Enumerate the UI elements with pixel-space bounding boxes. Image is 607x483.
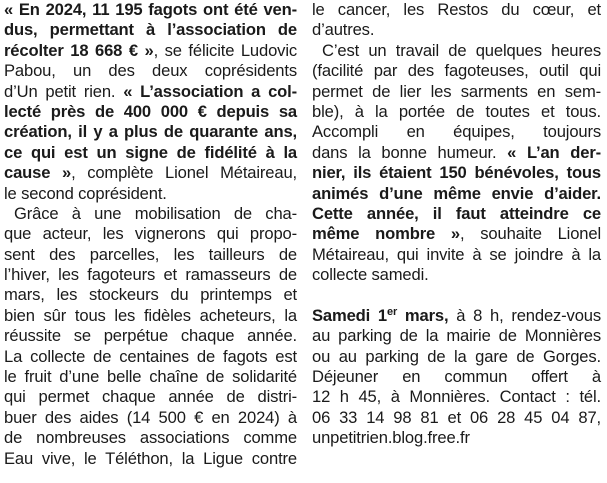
paragraph-gap — [312, 285, 601, 305]
event-website: unpetitrien.blog.free.fr — [312, 428, 470, 448]
text-line: ble), à la portée de toutes et tous. — [312, 101, 601, 121]
text-line: le fruit d’une belle chaîne de solidarité — [4, 367, 297, 387]
text-line: récolter 18 668 € », se félicite Ludovic — [4, 40, 297, 60]
text-line: nier, ils étaient 150 bénévoles, tous — [312, 163, 601, 183]
event-contact-line: 06 33 14 98 81 et 06 28 45 04 87, — [312, 407, 601, 427]
event-date: Samedi 1er mars, — [312, 305, 449, 325]
text-line: même nombre », souhaite Lionel — [312, 224, 601, 244]
event-date-line: Samedi 1er mars, à 8 h, rendez-vous — [312, 305, 601, 325]
text-line: mars, les stockeurs du printemps et — [4, 285, 297, 305]
text-line: collecte samedi. — [312, 265, 429, 285]
article-right-column — [312, 0, 601, 449]
text-line: que acteur, les vignerons qui propo- — [4, 224, 297, 244]
text-line: Métaireau, qui invite à se joindre à la — [312, 244, 601, 264]
text-line: dus, permettant à l’association de — [4, 20, 297, 40]
text-line: La collecte de centaines de fagots est — [4, 346, 297, 366]
text-line: animés d’une même envie d’aider. — [312, 183, 601, 203]
text-line: bien sûr tous les fidèles acheteurs, la — [4, 305, 297, 325]
text-line: Accompli en équipes, toujours — [312, 122, 601, 142]
event-line: au parking de la mairie de Monnières — [312, 326, 601, 346]
text-line: « En 2024, 11 195 fagots ont été ven- — [4, 0, 297, 19]
text-line: Eau vive, le Téléthon, la Ligue contre — [4, 448, 297, 468]
text-line: permet de lier les sarments en sem- — [312, 81, 601, 101]
event-line: ou au parking de la gare de Gorges. — [312, 346, 601, 366]
text-line: ce qui est un signe de fidélité à la — [4, 142, 297, 162]
text-line: Pabou, un des deux coprésidents — [4, 61, 297, 81]
event-line: 12 h 45, à Monnières. Contact : tél. — [312, 387, 601, 407]
event-line: Déjeuner en commun offert à — [312, 367, 601, 387]
text-line: sent des parcelles, les tailleurs de — [4, 244, 297, 264]
text-line: (facilité par des fagoteuses, outil qui — [312, 61, 601, 81]
text-line: Grâce à une mobilisation de cha- — [14, 203, 297, 223]
text-line: qui permet chaque année de distri- — [4, 387, 297, 407]
text-line: lecté près de 400 000 € depuis sa — [4, 101, 297, 121]
text-line: l’hiver, les fagoteurs et ramasseurs de — [4, 265, 297, 285]
text-line: le second coprésident. — [4, 183, 167, 203]
text-line: création, il y a plus de quarante ans, — [4, 122, 297, 142]
text-line: cause », complète Lionel Métaireau, — [4, 163, 297, 183]
text-line: d’Un petit rien. « L’association a col- — [4, 81, 297, 101]
text-line: réussite se perpétue chaque année. — [4, 326, 297, 346]
text-line: Cette année, il faut atteindre ce — [312, 203, 601, 223]
article-left-column — [4, 0, 297, 469]
text-line: d’autres. — [312, 20, 375, 40]
text-line: dans la bonne humeur. « L’an der- — [312, 142, 602, 162]
text-line: C’est un travail de quelques heures — [322, 40, 601, 60]
text-line: buer des aides (14 500 € en 2024) à — [4, 407, 297, 427]
text-line: de nombreuses associations comme — [4, 428, 297, 448]
text-line: le cancer, les Restos du cœur, et — [312, 0, 601, 19]
